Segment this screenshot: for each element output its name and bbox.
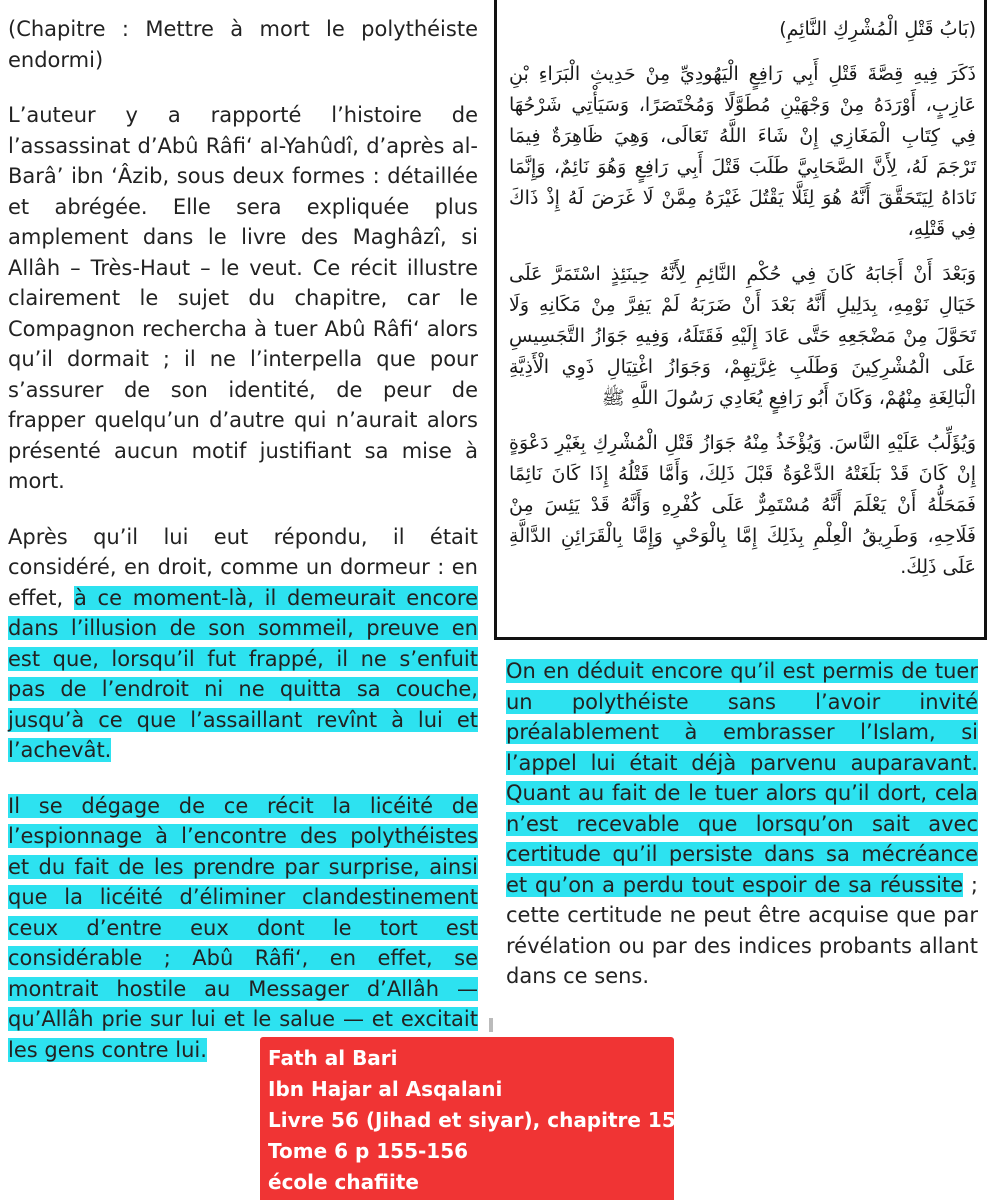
paragraph-4-highlighted-text: On en déduit encore qu’il est permis de tuer un polythéiste sans l’avoir invité préalablement à embrasser l’Islam, si l’appel lui était déjà parvenu auparavant. Quant au fait de le tuer alors qu’il dort, cela n’est recevable que lorsqu’on sait avec certitude qu’il persiste dans sa mécréance et qu’on a perdu tout espoir de sa réussite	[506, 659, 978, 897]
arabic-source-text-box	[494, 0, 987, 640]
paragraph-2	[8, 522, 478, 766]
source-book-chapter: Livre 56 (Jihad et siyar), chapitre 155	[268, 1108, 690, 1132]
chapter-title: (Chapitre : Mettre à mort le polythéiste endormi)	[8, 17, 478, 72]
source-reference-box	[260, 1037, 690, 1200]
arabic-chapter-title: (بَابُ قَتْلِ الْمُشْرِكِ النَّائِمِ)	[779, 18, 976, 40]
arabic-paragraph-2: وَبَعْدَ أَنْ أَجَابَهُ كَانَ فِي حُكْمِ النَّائِمِ لِأَنَّهُ حِينَئِذٍ اسْتَمَرَّ عَلَى خَيَالِ نَوْمِهِ، بِدَلِيلِ أَنَّهُ بَعْدَ أَنْ ضَرَبَهُ لَمْ يَفِرَّ مِنْ مَكَانِهِ وَلَا تَحَوَّلَ مِنْ مَضْجَعِهِ حَتَّى عَادَ إِلَيْهِ فَقَتَلَهُ، وَفِيهِ جَوَازُ التَّجَسِيسِ عَلَى الْمُشْرِكِينَ وَطَلَبِ غِرَّتِهِمْ، وَجَوَازُ اغْتِيَالِ ذَوِي الْأَذِيَّةِ الْبَالِغَةِ مِنْهُمْ، وَكَانَ أَبُو رَافِعٍ يُعَادِي رَسُولَ اللَّهِ ﷺ	[509, 263, 976, 409]
paragraph-4	[506, 656, 978, 992]
french-right-column	[506, 656, 978, 992]
source-author: Ibn Hajar al Asqalani	[268, 1077, 503, 1101]
paragraph-4-plain-text: ; cette certitude ne peut être acquise que par révélation ou par des indices probants allant dans ce sens.	[506, 872, 978, 988]
source-volume-pages: Tome 6 p 155-156	[268, 1139, 469, 1163]
source-school: école chafiite	[268, 1170, 419, 1194]
paragraph-2-highlighted-text: à ce moment-là, il demeurait encore dans l’illusion de son sommeil, preuve en est que, lorsqu’il fut frappé, il ne s’enfuit pas de l’endroit ni ne quitta sa couche, jusqu’à ce que l’assaillant revînt à lui et l’achevât.	[8, 585, 478, 762]
paragraph-3-highlighted-text: Il se dégage de ce récit la licéité de l’espionnage à l’encontre des polythéistes et du fait de les prendre par surprise, ainsi que la licéité d’éliminer clandestinement ceux d’entre eux dont le tort est considérable ; Abû Râfi‘, en effet, se montrait hostile au Messager d’Allâh — qu’Allâh prie sur lui et le salue — et excitait les gens contre lui.	[8, 793, 478, 1062]
french-left-column	[8, 14, 478, 1090]
arabic-paragraph-1: ذَكَرَ فِيهِ قِصَّةَ قَتْلِ أَبِي رَافِعٍ الْيَهُودِيِّ مِنْ حَدِيثِ الْبَرَاءِ بْنِ عَازِبٍ، أَوْرَدَهُ مِنْ وَجْهَيْنِ مُطَوَّلًا وَمُخْتَصَرًا، وَسَيَأْتِي شَرْحُهَا فِي كِتَابِ الْمَغَازِي إِنْ شَاءَ اللَّهُ تَعَالَى، وَهِيَ ظَاهِرَةٌ فِيمَا تَرْجَمَ لَهُ، لِأَنَّ الصَّحَابِيَّ طَلَبَ قَتْلَ أَبِي رَافِعٍ وَهُوَ نَائِمٌ، وَإِنَّمَا نَادَاهُ لِيَتَحَقَّقَ أَنَّهُ هُوَ لِئَلَّا يَقْتُلَ غَيْرَهُ مِمَّنْ لَا غَرَضَ لَهُ إِذْ ذَاكَ فِي قَتْلِهِ،	[509, 63, 976, 240]
paragraph-2-plain-text: Après qu’il lui eut répondu, il était considéré, en droit, comme un dormeur : en effet,	[8, 524, 478, 610]
column-divider	[489, 1018, 493, 1032]
paragraph-1: L’auteur y a rapporté l’histoire de l’assassinat d’Abû Râfi‘ al-Yahûdî, d’après al-Barâ’ ibn ‘Âzib, sous deux formes : détaillée et abrégée. Elle sera expliquée plus amplement dans le livre des Maghâzî, si Allâh – Très-Haut – le veut. Ce récit illustre clairement le sujet du chapitre, car le Compagnon rechercha à tuer Abû Râfi‘ alors qu’il dormait ; il ne l’interpella que pour s’assurer de son identité, de peur de frapper quelqu’un d’autre qui n’aurait alors présenté aucun motif justifiant sa mise à mort.	[8, 103, 478, 493]
paragraph-3	[8, 791, 478, 1066]
source-book-title: Fath al Bari	[268, 1046, 398, 1070]
arabic-paragraph-3: وَيُؤَلِّبُ عَلَيْهِ النَّاسَ. وَيُؤْخَذُ مِنْهُ جَوَازُ قَتْلِ الْمُشْرِكِ بِغَيْرِ دَعْوَةٍ إِنْ كَانَ قَدْ بَلَغَتْهُ الدَّعْوَةُ قَبْلَ ذَلِكَ، وَأَمَّا قَتْلُهُ إِذَا كَانَ نَائِمًا فَمَحَلُّهُ أَنْ يَعْلَمَ أَنَّهُ مُسْتَمِرٌّ عَلَى كُفْرِهِ وَأَنَّهُ قَدْ يَئِسَ مِنْ فَلَاحِهِ، وَطَرِيقُ الْعِلْمِ بِذَلِكَ إِمَّا بِالْوَحْيِ وَإِمَّا بِالْقَرَائِنِ الدَّالَّةِ عَلَى ذَلِكَ.	[509, 432, 976, 578]
